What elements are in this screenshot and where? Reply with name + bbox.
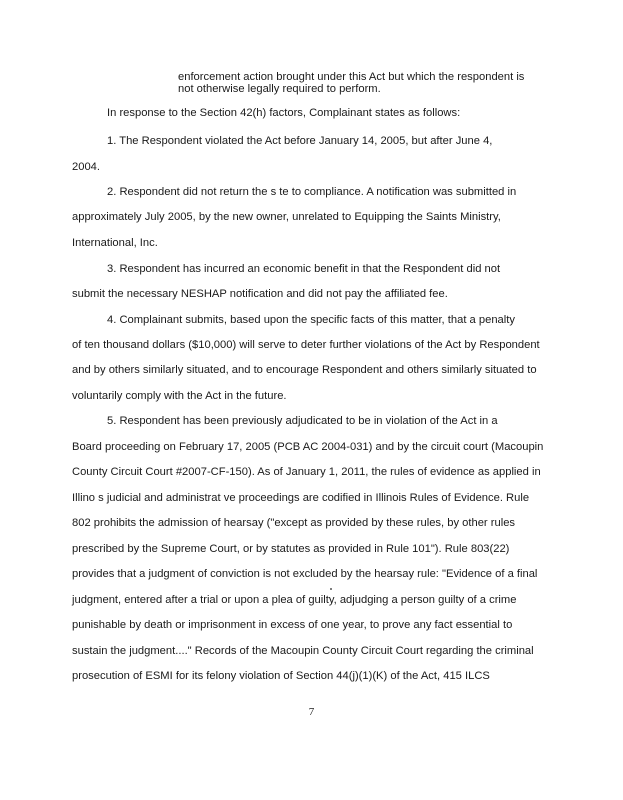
paragraph-5-line-5: 802 prohibits the admission of hearsay ("except as provided by these rules, by other rules	[72, 517, 516, 529]
paragraph-5-line-8: judgment, entered after a trial or upon a plea of guilty, adjudging a person guilty of a crime	[72, 594, 517, 606]
block-quote-line-1: enforcement action brought under this Act but which the respondent is	[178, 71, 525, 83]
paragraph-5-line-3: County Circuit Court #2007-CF-150). As of January 1, 2011, the rules of evidence as applied in	[72, 466, 541, 478]
paragraph-5-line-2: Board proceeding on February 17, 2005 (PCB AC 2004-031) and by the circuit court (Macoupin	[72, 441, 544, 453]
intro-paragraph: In response to the Section 42(h) factors, Complainant states as follows:	[107, 107, 461, 119]
paragraph-3-line-2: submit the necessary NESHAP notification and did not pay the affiliated fee.	[72, 288, 448, 300]
paragraph-2-line-3: International, Inc.	[72, 237, 158, 249]
paragraph-4-line-2: of ten thousand dollars ($10,000) will serve to deter further violations of the Act by Respondent	[72, 339, 540, 351]
block-quote-line-2: not otherwise legally required to perform.	[178, 83, 381, 95]
paragraph-2-line-1: 2. Respondent did not return the s te to compliance. A notification was submitted in	[107, 186, 517, 198]
paragraph-4-line-3: and by others similarly situated, and to encourage Respondent and others similarly situated to	[72, 364, 537, 376]
paragraph-5-line-6: prescribed by the Supreme Court, or by statutes as provided in Rule 101"). Rule 803(22)	[72, 543, 510, 555]
paragraph-1-line-2: 2004.	[72, 161, 100, 173]
paragraph-1-line-1: 1. The Respondent violated the Act before January 14, 2005, but after June 4,	[107, 135, 493, 147]
paragraph-2-line-2: approximately July 2005, by the new owner, unrelated to Equipping the Saints Ministry,	[72, 211, 501, 223]
paragraph-5-line-4: Illino s judicial and administrat ve proceedings are codified in Illinois Rules of Evidence. Rule	[72, 492, 530, 504]
page-number: 7	[308, 706, 315, 718]
paragraph-4-line-1: 4. Complainant submits, based upon the specific facts of this matter, that a penalty	[107, 314, 515, 326]
paragraph-3-line-1: 3. Respondent has incurred an economic benefit in that the Respondent did not	[107, 263, 501, 275]
paragraph-5-line-11: prosecution of ESMI for its felony violation of Section 44(j)(1)(K) of the Act, 415 ILCS	[72, 670, 490, 682]
paragraph-5-line-1: 5. Respondent has been previously adjudicated to be in violation of the Act in a	[107, 415, 498, 427]
paragraph-5-line-10: sustain the judgment...." Records of the Macoupin County Circuit Court regarding the criminal	[72, 645, 534, 657]
paragraph-5-line-9: punishable by death or imprisonment in excess of one year, to prove any fact essential to	[72, 619, 513, 631]
paragraph-5-line-7: provides that a judgment of conviction is not excluded by the hearsay rule: "Evidence of a final	[72, 568, 538, 580]
scan-speck	[330, 588, 332, 590]
paragraph-4-line-4: voluntarily comply with the Act in the future.	[72, 390, 287, 402]
